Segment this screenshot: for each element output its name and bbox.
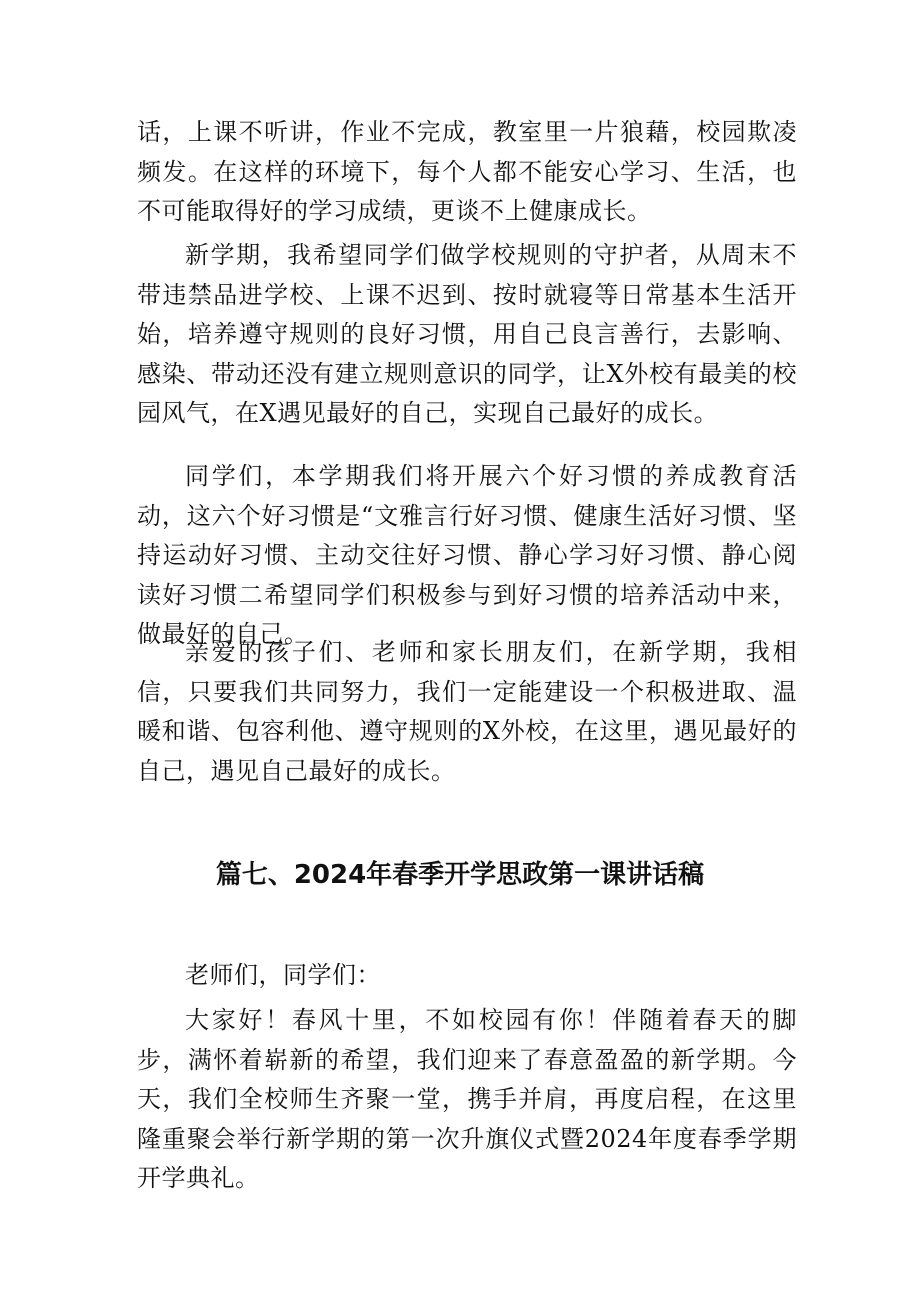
salutation: 老师们，同学们： — [185, 961, 381, 989]
paragraph-greeting: 大家好！春风十里，不如校园有你！伴随着春天的脚步，满怀着崭新的希望，我们迎来了春意盈盈的新学期。今天，我们全校师生齐聚一堂，携手并肩，再度启程，在这里隆重聚会举行新学期的第一次升旗仪式暨2024年度春季学期开学典礼。 — [137, 1006, 797, 1192]
paragraph-closing: 亲爱的孩子们、老师和家长朋友们，在新学期，我相信，只要我们共同努力，我们一定能建设一个积极进取、温暖和谐、包容利他、遵守规则的X外校，在这里，遇见最好的自己，遇见自己最好的成长。 — [137, 638, 797, 785]
section-heading: 篇七、2024年春季开学思政第一课讲话稿 — [215, 860, 705, 890]
paragraph-continuation: 话，上课不听讲，作业不完成，教室里一片狼藉，校园欺凌频发。在这样的环境下，每个人都不能安心学习、生活，也不可能取得好的学习成绩，更谈不上健康成长。 — [137, 118, 797, 225]
paragraph-rules-guardian: 新学期，我希望同学们做学校规则的守护者，从周末不带违禁品进学校、上课不迟到、按时就寝等日常基本生活开始，培养遵守规则的良好习惯，用自己良言善行，去影响、感染、带动还没有建立规则意识的同学，让X外校有最美的校园风气，在X遇见最好的自己，实现自己最好的成长。 — [137, 241, 797, 427]
paragraph-six-habits: 同学们，本学期我们将开展六个好习惯的养成教育活动，这六个好习惯是“文雅言行好习惯、健康生活好习惯、坚持运动好习惯、主动交往好习惯、静心学习好习惯、静心阅读好习惯二希望同学们积极参与到好习惯的培养活动中来，做最好的自己。 — [137, 462, 797, 648]
